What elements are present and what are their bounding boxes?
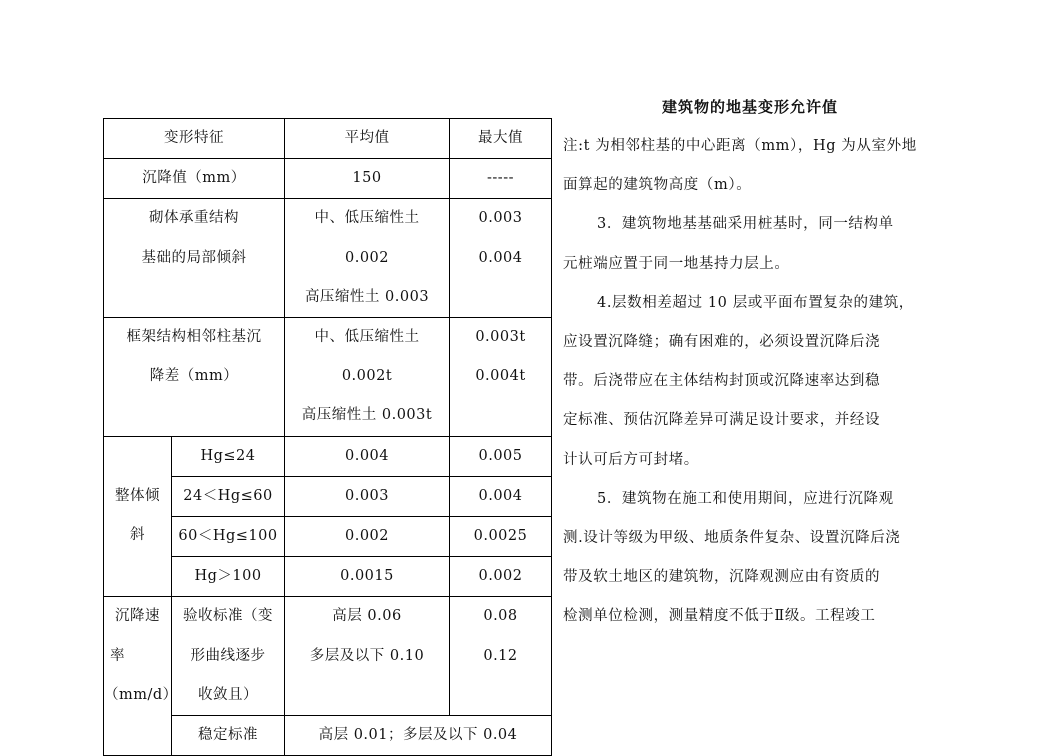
masonry-maximum-line1: 0.003 <box>478 210 523 227</box>
frame-maximum-line1: 0.003t <box>475 328 526 345</box>
page-title: 建筑物的地基变形允许值 <box>661 98 838 116</box>
table-row-tilt-1 <box>104 436 552 476</box>
frame-label <box>104 317 285 436</box>
paragraph-5-line: 测.设计等级为甲级、地质条件复杂、设置沉降后浇 <box>563 530 901 547</box>
rate-stable-value: 高层 0.01；多层及以下 0.04 <box>285 715 552 755</box>
deformation-table <box>103 118 552 756</box>
table-row-frame <box>104 317 552 436</box>
rate-accept-average <box>285 597 450 716</box>
masonry-label-line1: 砌体承重结构 <box>149 210 239 227</box>
tilt-condition: 60＜Hg≤100 <box>172 516 285 556</box>
masonry-label-line2: 基础的局部倾斜 <box>141 249 247 266</box>
tilt-label-line1: 整体倾 <box>115 488 160 505</box>
settlement-average: 150 <box>285 159 450 199</box>
paragraph-5-line: 检测单位检测，测量精度不低于Ⅱ级。工程竣工 <box>563 608 876 625</box>
table-row-tilt-3 <box>104 516 552 556</box>
rate-accept-average-line1: 高层 0.06 <box>332 608 402 625</box>
masonry-average-line3: 高压缩性土 0.003 <box>304 288 430 305</box>
tilt-maximum: 0.004 <box>450 476 552 516</box>
tilt-condition: 24＜Hg≤60 <box>172 476 285 516</box>
masonry-maximum <box>450 199 552 318</box>
frame-maximum-line2: 0.004t <box>475 368 526 385</box>
table-row-tilt-2 <box>104 476 552 516</box>
paragraph-3-line: 3．建筑物地基基础采用桩基时，同一结构单 <box>597 216 894 233</box>
rate-label-line3: （mm/d） <box>104 686 178 703</box>
paragraph-4-line: 带。后浇带应在主体结构封顶或沉降速率达到稳 <box>563 373 881 390</box>
rate-accept-line2: 形曲线逐步 <box>190 647 266 664</box>
tilt-condition: Hg≤24 <box>172 436 285 476</box>
header-average: 平均值 <box>285 119 450 159</box>
paragraph-5-line: 5．建筑物在施工和使用期间，应进行沉降观 <box>597 490 894 507</box>
tilt-average: 0.003 <box>285 476 450 516</box>
masonry-average <box>285 199 450 318</box>
frame-average-line2: 0.002t <box>341 368 393 385</box>
table-row-rate-accept <box>104 597 552 716</box>
tilt-average: 0.002 <box>285 516 450 556</box>
note-line: 面算起的建筑物高度（m）。 <box>563 177 752 194</box>
paragraph-4-line: 定标准、预估沉降差异可满足设计要求，并经设 <box>563 412 881 429</box>
frame-label-line1: 框架结构相邻柱基沉 <box>126 328 262 345</box>
settlement-label: 沉降值（mm） <box>104 159 285 199</box>
frame-average <box>285 317 450 436</box>
rate-label <box>104 597 178 756</box>
table-header-row <box>104 119 552 159</box>
rate-label-line1: 沉降速 <box>115 608 160 625</box>
rate-accept-line1: 验收标准（变 <box>183 608 273 625</box>
tilt-maximum: 0.005 <box>450 436 552 476</box>
paragraph-3-line: 元桩端应置于同一地基持力层上。 <box>563 255 790 272</box>
masonry-maximum-line2: 0.004 <box>478 249 523 266</box>
settlement-maximum: ----- <box>450 159 552 199</box>
tilt-maximum: 0.002 <box>450 557 552 597</box>
table-row-masonry <box>104 199 552 318</box>
rate-accept-label <box>172 597 285 716</box>
paragraph-4-line: 计认可后方可封堵。 <box>563 451 699 468</box>
rate-accept-average-line2: 多层及以下 0.10 <box>309 647 425 664</box>
paragraph-5-line: 带及软土地区的建筑物，沉降观测应由有资质的 <box>563 569 881 586</box>
tilt-label-line2: 斜 <box>130 527 145 544</box>
masonry-average-line2: 0.002 <box>344 249 389 266</box>
tilt-maximum: 0.0025 <box>450 516 552 556</box>
paragraph-4-line: 应设置沉降缝；确有困难的，必须设置沉降后浇 <box>563 334 881 351</box>
header-maximum: 最大值 <box>450 119 552 159</box>
rate-accept-line3: 收敛且） <box>198 686 258 703</box>
table-row-settlement <box>104 159 552 199</box>
masonry-average-line1: 中、低压缩性土 <box>314 210 420 227</box>
header-feature: 变形特征 <box>104 119 285 159</box>
frame-maximum <box>450 317 552 436</box>
rate-accept-maximum <box>450 597 552 716</box>
tilt-label <box>104 436 172 597</box>
tilt-condition: Hg＞100 <box>172 557 285 597</box>
rate-stable-label: 稳定标准 <box>172 715 285 755</box>
rate-label-line2: 率 <box>110 647 125 664</box>
tilt-average: 0.004 <box>285 436 450 476</box>
table-row-rate-stable <box>104 715 552 755</box>
tilt-average: 0.0015 <box>285 557 450 597</box>
note-line: 注:t 为相邻柱基的中心距离（mm），Hg 为从室外地 <box>563 138 917 154</box>
rate-accept-maximum-line2: 0.12 <box>483 647 518 664</box>
table-row-tilt-4 <box>104 557 552 597</box>
frame-average-line3: 高压缩性土 0.003t <box>301 407 433 424</box>
frame-average-line1: 中、低压缩性土 <box>314 328 420 345</box>
frame-label-line2: 降差（mm） <box>149 368 239 385</box>
masonry-label <box>104 199 285 318</box>
rate-accept-maximum-line1: 0.08 <box>483 608 518 625</box>
notes-text <box>563 127 948 637</box>
paragraph-4-line: 4.层数相差超过 10 层或平面布置复杂的建筑， <box>597 294 914 311</box>
